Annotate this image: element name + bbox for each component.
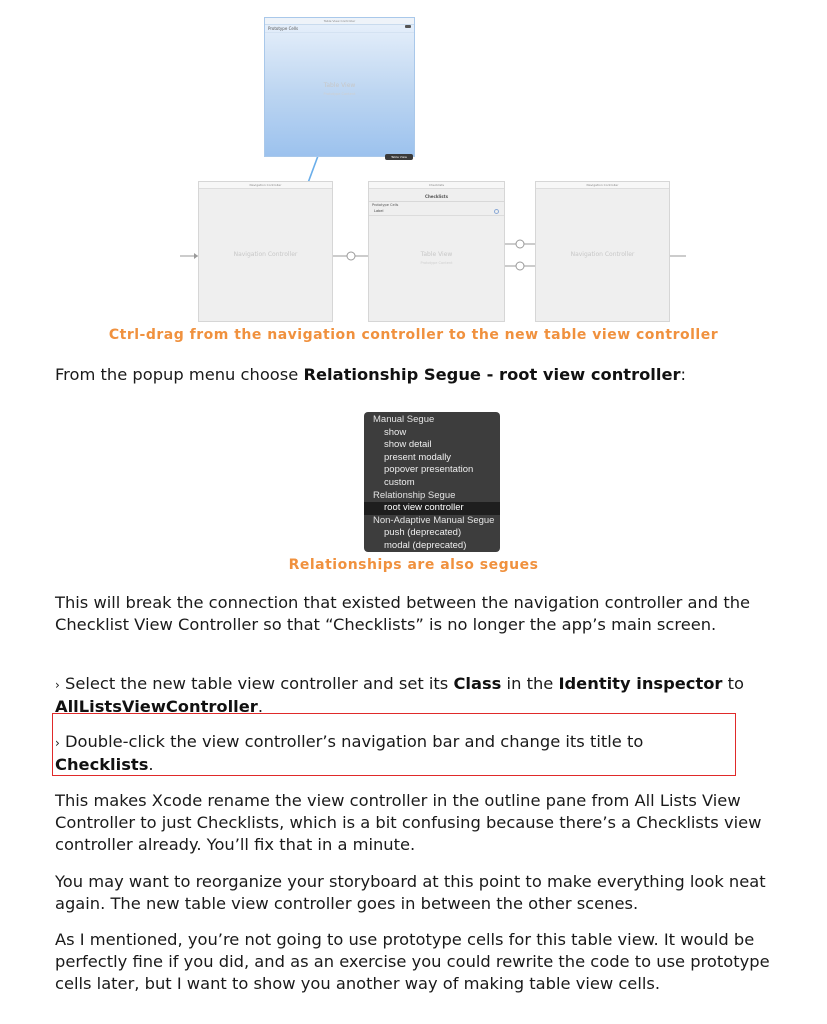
- exit-icon: [405, 25, 411, 28]
- navigation-controller-label: Navigation Controller: [233, 251, 298, 258]
- step-text: .: [148, 755, 154, 774]
- scene-title-bar[interactable]: Checklists: [369, 182, 504, 189]
- segue-node-icon: [516, 240, 524, 248]
- intro-suffix: :: [680, 365, 687, 384]
- step-bold-class-name: AllListsViewController: [55, 697, 258, 716]
- scene-name-badge: Table View Controller: [385, 154, 413, 160]
- step-text: to: [722, 674, 744, 693]
- cell-label: Label: [374, 209, 384, 213]
- step-text: in the: [501, 674, 559, 693]
- detail-disclosure-icon: [494, 209, 499, 214]
- cell-divider: [369, 215, 504, 216]
- step-bold-checklists: Checklists: [55, 755, 149, 774]
- paragraph-xcode-rename: This makes Xcode rename the view controller in the outline pane from All Lists View Controller to just Checklists, which is a bit confusing because there’s a Checklists view controller already. You’ll fix that in a minute.: [55, 791, 762, 854]
- menu-item-root-view-controller[interactable]: root view controller: [364, 502, 500, 515]
- scene-title-bar[interactable]: Navigation Controller: [536, 182, 669, 189]
- step-bold-identity-inspector: Identity inspector: [558, 674, 723, 693]
- new-table-view-controller-scene[interactable]: [264, 17, 415, 157]
- storyboard-figure: [0, 0, 827, 330]
- table-view-label: Table View: [420, 251, 453, 258]
- navigation-controller-label: Navigation Controller: [570, 251, 635, 258]
- cell-divider: [265, 32, 414, 33]
- menu-item-custom[interactable]: custom: [384, 476, 415, 488]
- step-set-class: [55, 673, 800, 718]
- bullet-arrow-icon: ›: [55, 678, 60, 692]
- prototype-cells-label: Prototype Cells: [372, 203, 399, 207]
- menu-item-present-modally[interactable]: present modally: [384, 451, 452, 463]
- highlight-box: [52, 713, 736, 776]
- step-text: Select the new table view controller and set its: [59, 674, 454, 693]
- intro-bold: Relationship Segue - root view controller: [303, 365, 681, 384]
- navigation-controller-scene-2[interactable]: [535, 181, 670, 322]
- segue-node-icon: [516, 262, 524, 270]
- paragraph-connection-break: This will break the connection that existed between the navigation controller and the Checklist View Controller so that “Checklists” is no longer the app’s main screen.: [55, 593, 751, 634]
- menu-item-show-detail[interactable]: show detail: [384, 439, 432, 451]
- scene-title-bar[interactable]: Navigation Controller: [199, 182, 332, 189]
- prototype-cells-label: Prototype Cells: [268, 26, 299, 31]
- step-text: .: [257, 697, 264, 716]
- figure-caption: Ctrl-drag from the navigation controller to the new table view controller: [108, 327, 719, 343]
- bullet-arrow-icon: ›: [55, 736, 60, 750]
- menu-item-show[interactable]: show: [384, 426, 407, 438]
- prototype-content-label: Prototype Content: [323, 92, 356, 96]
- nav-bar-divider: [369, 201, 504, 202]
- intro-paragraph: [55, 364, 805, 386]
- paragraph-reorganize: You may want to reorganize your storyboard at this point to make everything look neat again. The new table view controller goes in between the other scenes.: [55, 872, 766, 913]
- intro-text: From the popup menu choose: [55, 365, 304, 384]
- navigation-bar-title[interactable]: Checklists: [425, 194, 448, 199]
- menu-header-non-adaptive: Non-Adaptive Manual Segue: [373, 514, 495, 526]
- scene-title-bar[interactable]: Table View Controller: [265, 18, 414, 25]
- segue-popup-menu[interactable]: [364, 412, 500, 552]
- segue-node-icon: [347, 252, 355, 260]
- menu-item-push-deprecated[interactable]: push (deprecated): [384, 527, 462, 539]
- menu-header-manual-segue: Manual Segue: [373, 414, 435, 425]
- popup-caption: Relationships are also segues: [288, 557, 539, 573]
- paragraph-prototype-cells: As I mentioned, you’re not going to use prototype cells for this table view. It would be perfectly fine if you did, and as an exercise you could rewrite the code to use prototype cells later, but I want to show you another way of making table view cells.: [55, 930, 770, 993]
- menu-header-relationship-segue: Relationship Segue: [373, 489, 456, 501]
- menu-item-popover-presentation[interactable]: popover presentation: [384, 464, 474, 476]
- step-text: Double-click the view controller’s navigation bar and change its title to: [59, 732, 644, 751]
- navigation-controller-scene[interactable]: [198, 181, 333, 322]
- menu-item-modal-deprecated[interactable]: modal (deprecated): [384, 539, 467, 551]
- step-bold-class: Class: [453, 674, 502, 693]
- checklists-scene[interactable]: [368, 181, 505, 322]
- table-view-label: Table View: [323, 82, 356, 89]
- prototype-content-label: Prototype Content: [420, 261, 453, 265]
